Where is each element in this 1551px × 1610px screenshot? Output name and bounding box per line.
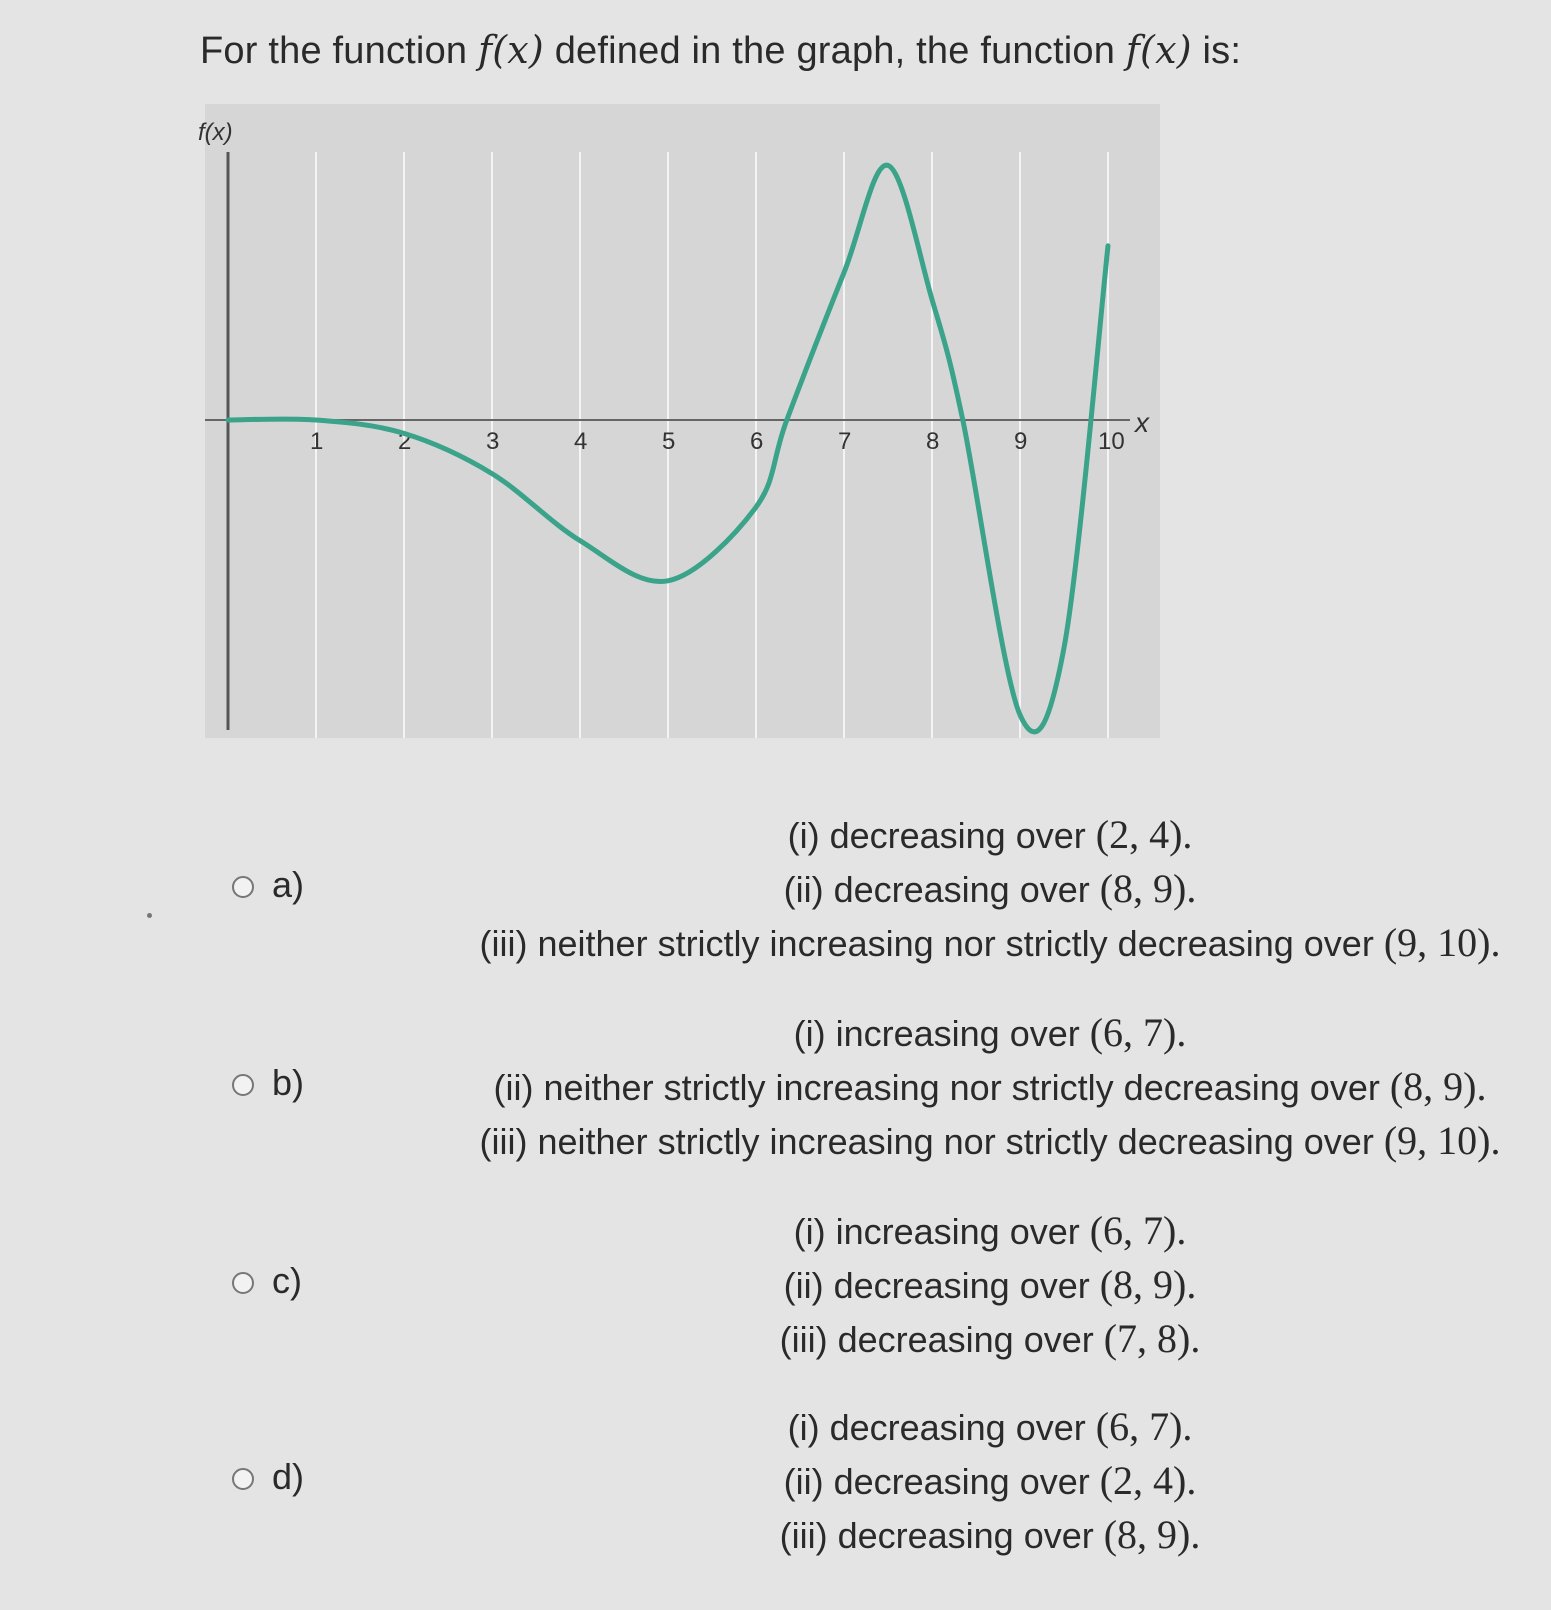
question-text xyxy=(200,28,1241,73)
x-tick-label: 9 xyxy=(1014,428,1028,455)
function-graph xyxy=(190,104,1190,764)
question-suffix: is: xyxy=(1191,30,1242,72)
statement-line xyxy=(460,1060,1520,1114)
x-tick-label: 5 xyxy=(662,428,676,455)
interval: (8, 9). xyxy=(1103,1512,1201,1557)
statement-line xyxy=(460,916,1520,970)
statement-line xyxy=(460,1006,1520,1060)
interval: (2, 4). xyxy=(1095,812,1193,857)
x-tick-label: 10 xyxy=(1098,428,1125,455)
interval: (8, 9). xyxy=(1389,1064,1487,1109)
x-tick-label: 6 xyxy=(750,428,764,455)
statement-line xyxy=(460,1400,1520,1454)
statement-line xyxy=(460,1508,1520,1562)
statement-text: (ii) decreasing over xyxy=(783,869,1100,910)
question-fx-1: f(x) xyxy=(478,28,544,72)
statement-text: (i) decreasing over xyxy=(787,1407,1096,1448)
statement-text: (i) increasing over xyxy=(793,1013,1090,1054)
radio-button[interactable] xyxy=(232,1074,254,1096)
x-tick-label: 1 xyxy=(310,428,324,455)
interval: (6, 7). xyxy=(1095,1404,1193,1449)
statement-line xyxy=(460,808,1520,862)
x-tick-label: 2 xyxy=(398,428,412,455)
graph-svg xyxy=(190,104,1190,764)
interval: (6, 7). xyxy=(1089,1208,1187,1253)
interval: (2, 4). xyxy=(1099,1458,1197,1503)
question-middle: defined in the graph, the function xyxy=(543,30,1126,72)
option-statements xyxy=(460,1204,1520,1366)
statement-text: (ii) decreasing over xyxy=(783,1265,1100,1306)
option-label[interactable]: c) xyxy=(272,1260,302,1301)
option-statements xyxy=(460,808,1520,970)
x-tick-label: 4 xyxy=(574,428,588,455)
option-statements xyxy=(460,1400,1520,1562)
x-axis-label: x xyxy=(1135,407,1149,438)
statement-text: (iii) neither strictly increasing nor strictly decreasing over xyxy=(479,923,1384,964)
statement-line xyxy=(460,1204,1520,1258)
statement-line xyxy=(460,1258,1520,1312)
statement-line xyxy=(460,1114,1520,1168)
option-label[interactable]: a) xyxy=(272,864,305,905)
interval: (6, 7). xyxy=(1089,1010,1187,1055)
statement-text: (ii) neither strictly increasing nor strictly decreasing over xyxy=(493,1067,1390,1108)
interval: (7, 8). xyxy=(1103,1316,1201,1361)
statement-text: (ii) decreasing over xyxy=(783,1461,1100,1502)
option-label[interactable]: b) xyxy=(272,1062,305,1103)
interval: (8, 9). xyxy=(1099,1262,1197,1307)
stray-dot xyxy=(147,913,152,918)
statement-line xyxy=(460,862,1520,916)
radio-button[interactable] xyxy=(232,1468,254,1490)
option-statements xyxy=(460,1006,1520,1168)
x-tick-label: 7 xyxy=(838,428,852,455)
statement-text: (i) increasing over xyxy=(793,1211,1090,1252)
interval: (9, 10). xyxy=(1383,920,1501,965)
statement-text: (i) decreasing over xyxy=(787,815,1096,856)
option-label[interactable]: d) xyxy=(272,1456,305,1497)
interval: (8, 9). xyxy=(1099,866,1197,911)
statement-line xyxy=(460,1454,1520,1508)
statement-line xyxy=(460,1312,1520,1366)
question-fx-2: f(x) xyxy=(1125,28,1192,72)
question-prefix: For the function xyxy=(200,30,478,72)
radio-button[interactable] xyxy=(232,876,254,898)
statement-text: (iii) decreasing over xyxy=(779,1319,1104,1360)
y-axis-label: f(x) xyxy=(198,119,233,146)
statement-text: (iii) neither strictly increasing nor strictly decreasing over xyxy=(479,1121,1384,1162)
radio-button[interactable] xyxy=(232,1272,254,1294)
statement-text: (iii) decreasing over xyxy=(779,1515,1104,1556)
interval: (9, 10). xyxy=(1383,1118,1501,1163)
x-tick-label: 3 xyxy=(486,428,500,455)
x-tick-label: 8 xyxy=(926,428,940,455)
